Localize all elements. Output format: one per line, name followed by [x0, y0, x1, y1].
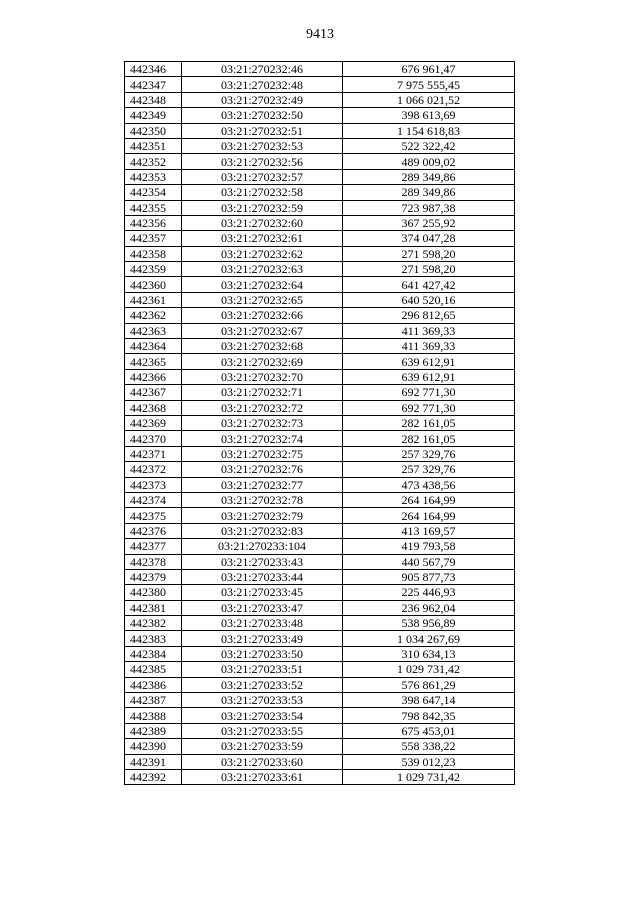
- table-row: [125, 569, 515, 584]
- cadastral-number-cell: 03:21:270232:74: [182, 431, 343, 446]
- row-number-cell: 442351: [125, 138, 182, 153]
- cadastral-number-cell: 03:21:270233:60: [182, 754, 343, 769]
- cadastral-number-cell: 03:21:270232:79: [182, 508, 343, 523]
- cadastral-number-cell: 03:21:270233:48: [182, 616, 343, 631]
- cadastral-number-cell: 03:21:270233:44: [182, 569, 343, 584]
- cadastral-number-cell: 03:21:270233:45: [182, 585, 343, 600]
- row-number-cell: 442362: [125, 308, 182, 323]
- cadastral-value-cell: 413 169,57: [343, 523, 515, 538]
- cadastral-number-cell: 03:21:270232:71: [182, 385, 343, 400]
- row-number-cell: 442356: [125, 215, 182, 230]
- cadastral-number-cell: 03:21:270232:57: [182, 169, 343, 184]
- row-number-cell: 442364: [125, 339, 182, 354]
- cadastral-value-cell: 257 329,76: [343, 462, 515, 477]
- cadastral-value-cell: 411 369,33: [343, 323, 515, 338]
- row-number-cell: 442384: [125, 646, 182, 661]
- cadastral-value-cell: 640 520,16: [343, 292, 515, 307]
- cadastral-value-cell: 1 154 618,83: [343, 123, 515, 138]
- table-row: [125, 400, 515, 415]
- row-number-cell: 442375: [125, 508, 182, 523]
- row-number-cell: 442380: [125, 585, 182, 600]
- cadastral-number-cell: 03:21:270232:51: [182, 123, 343, 138]
- table-row: [125, 769, 515, 784]
- cadastral-value-cell: 538 956,89: [343, 616, 515, 631]
- cadastral-number-cell: 03:21:270232:67: [182, 323, 343, 338]
- row-number-cell: 442357: [125, 231, 182, 246]
- cadastral-value-cell: 723 987,38: [343, 200, 515, 215]
- cadastral-number-cell: 03:21:270232:46: [182, 62, 343, 77]
- table-row: [125, 277, 515, 292]
- table-row: [125, 462, 515, 477]
- row-number-cell: 442353: [125, 169, 182, 184]
- row-number-cell: 442388: [125, 708, 182, 723]
- table-row: [125, 308, 515, 323]
- cadastral-number-cell: 03:21:270232:49: [182, 92, 343, 107]
- cadastral-value-cell: 398 613,69: [343, 108, 515, 123]
- cadastral-number-cell: 03:21:270232:56: [182, 154, 343, 169]
- row-number-cell: 442386: [125, 677, 182, 692]
- row-number-cell: 442349: [125, 108, 182, 123]
- cadastral-value-cell: 576 861,29: [343, 677, 515, 692]
- cadastral-value-cell: 675 453,01: [343, 723, 515, 738]
- cadastral-number-cell: 03:21:270232:73: [182, 415, 343, 430]
- table-row: [125, 169, 515, 184]
- table-row: [125, 662, 515, 677]
- cadastral-value-cell: 641 427,42: [343, 277, 515, 292]
- table-row: [125, 677, 515, 692]
- table-row: [125, 215, 515, 230]
- cadastral-value-cell: 264 164,99: [343, 508, 515, 523]
- row-number-cell: 442374: [125, 492, 182, 507]
- cadastral-number-cell: 03:21:270232:60: [182, 215, 343, 230]
- table-row: [125, 508, 515, 523]
- table-row: [125, 354, 515, 369]
- row-number-cell: 442373: [125, 477, 182, 492]
- cadastral-number-cell: 03:21:270233:50: [182, 646, 343, 661]
- cadastral-value-cell: 236 962,04: [343, 600, 515, 615]
- row-number-cell: 442371: [125, 446, 182, 461]
- cadastral-number-cell: 03:21:270232:50: [182, 108, 343, 123]
- cadastral-number-cell: 03:21:270232:77: [182, 477, 343, 492]
- cadastral-value-cell: 1 029 731,42: [343, 662, 515, 677]
- cadastral-number-cell: 03:21:270232:72: [182, 400, 343, 415]
- row-number-cell: 442355: [125, 200, 182, 215]
- row-number-cell: 442369: [125, 415, 182, 430]
- row-number-cell: 442365: [125, 354, 182, 369]
- table-row: [125, 385, 515, 400]
- row-number-cell: 442372: [125, 462, 182, 477]
- cadastral-value-cell: 374 047,28: [343, 231, 515, 246]
- cadastral-number-cell: 03:21:270232:59: [182, 200, 343, 215]
- table-row: [125, 754, 515, 769]
- table-row: [125, 492, 515, 507]
- cadastral-number-cell: 03:21:270232:70: [182, 369, 343, 384]
- cadastral-value-cell: 225 446,93: [343, 585, 515, 600]
- cadastral-number-cell: 03:21:270232:53: [182, 138, 343, 153]
- cadastral-value-cell: 1 029 731,42: [343, 769, 515, 784]
- table-row: [125, 693, 515, 708]
- row-number-cell: 442387: [125, 693, 182, 708]
- cadastral-value-cell: 473 438,56: [343, 477, 515, 492]
- table-row: [125, 262, 515, 277]
- table-row: [125, 477, 515, 492]
- cadastral-value-cell: 271 598,20: [343, 246, 515, 261]
- cadastral-value-cell: 905 877,73: [343, 569, 515, 584]
- cadastral-number-cell: 03:21:270233:55: [182, 723, 343, 738]
- cadastral-number-cell: 03:21:270233:49: [182, 631, 343, 646]
- row-number-cell: 442379: [125, 569, 182, 584]
- cadastral-value-cell: 489 009,02: [343, 154, 515, 169]
- cadastral-number-cell: 03:21:270232:63: [182, 262, 343, 277]
- table-row: [125, 539, 515, 554]
- cadastral-number-cell: 03:21:270233:43: [182, 554, 343, 569]
- row-number-cell: 442382: [125, 616, 182, 631]
- row-number-cell: 442354: [125, 185, 182, 200]
- row-number-cell: 442359: [125, 262, 182, 277]
- cadastral-value-cell: 1 066 021,52: [343, 92, 515, 107]
- page-number: 9413: [306, 27, 334, 42]
- table-row: [125, 185, 515, 200]
- cadastral-value-cell: 296 812,65: [343, 308, 515, 323]
- cadastral-value-cell: 798 842,35: [343, 708, 515, 723]
- table-row: [125, 154, 515, 169]
- cadastral-value-cell: 522 322,42: [343, 138, 515, 153]
- row-number-cell: 442391: [125, 754, 182, 769]
- cadastral-value-cell: 7 975 555,45: [343, 77, 515, 92]
- cadastral-number-cell: 03:21:270232:69: [182, 354, 343, 369]
- cadastral-number-cell: 03:21:270232:78: [182, 492, 343, 507]
- cadastral-value-cell: 419 793,58: [343, 539, 515, 554]
- cadastral-value-cell: 282 161,05: [343, 415, 515, 430]
- table-row: [125, 600, 515, 615]
- row-number-cell: 442385: [125, 662, 182, 677]
- cadastral-value-table: [124, 61, 515, 785]
- row-number-cell: 442366: [125, 369, 182, 384]
- cadastral-value-cell: 692 771,30: [343, 385, 515, 400]
- cadastral-value-cell: 271 598,20: [343, 262, 515, 277]
- cadastral-value-cell: 264 164,99: [343, 492, 515, 507]
- row-number-cell: 442363: [125, 323, 182, 338]
- cadastral-value-cell: 1 034 267,69: [343, 631, 515, 646]
- table-row: [125, 369, 515, 384]
- row-number-cell: 442367: [125, 385, 182, 400]
- table-row: [125, 616, 515, 631]
- table-row: [125, 292, 515, 307]
- cadastral-number-cell: 03:21:270232:58: [182, 185, 343, 200]
- cadastral-number-cell: 03:21:270232:61: [182, 231, 343, 246]
- cadastral-number-cell: 03:21:270232:48: [182, 77, 343, 92]
- table-row: [125, 446, 515, 461]
- table-row: [125, 631, 515, 646]
- row-number-cell: 442360: [125, 277, 182, 292]
- cadastral-value-cell: 692 771,30: [343, 400, 515, 415]
- cadastral-value-cell: 639 612,91: [343, 354, 515, 369]
- row-number-cell: 442392: [125, 769, 182, 784]
- cadastral-value-cell: 367 255,92: [343, 215, 515, 230]
- cadastral-number-cell: 03:21:270232:68: [182, 339, 343, 354]
- cadastral-number-cell: 03:21:270233:52: [182, 677, 343, 692]
- table-row: [125, 123, 515, 138]
- table-row: [125, 77, 515, 92]
- row-number-cell: 442347: [125, 77, 182, 92]
- table-row: [125, 62, 515, 77]
- table-row: [125, 200, 515, 215]
- cadastral-value-cell: 289 349,86: [343, 185, 515, 200]
- row-number-cell: 442389: [125, 723, 182, 738]
- cadastral-number-cell: 03:21:270233:54: [182, 708, 343, 723]
- table-row: [125, 339, 515, 354]
- row-number-cell: 442370: [125, 431, 182, 446]
- cadastral-number-cell: 03:21:270232:62: [182, 246, 343, 261]
- row-number-cell: 442361: [125, 292, 182, 307]
- cadastral-value-cell: 440 567,79: [343, 554, 515, 569]
- cadastral-number-cell: 03:21:270233:104: [182, 539, 343, 554]
- row-number-cell: 442390: [125, 739, 182, 754]
- table-row: [125, 323, 515, 338]
- table-row: [125, 92, 515, 107]
- table-body: [125, 62, 515, 785]
- table-row: [125, 415, 515, 430]
- row-number-cell: 442350: [125, 123, 182, 138]
- table-row: [125, 723, 515, 738]
- cadastral-number-cell: 03:21:270232:66: [182, 308, 343, 323]
- cadastral-number-cell: 03:21:270233:61: [182, 769, 343, 784]
- row-number-cell: 442346: [125, 62, 182, 77]
- cadastral-number-cell: 03:21:270233:53: [182, 693, 343, 708]
- cadastral-value-cell: 539 012,23: [343, 754, 515, 769]
- cadastral-number-cell: 03:21:270233:47: [182, 600, 343, 615]
- row-number-cell: 442378: [125, 554, 182, 569]
- cadastral-value-cell: 411 369,33: [343, 339, 515, 354]
- cadastral-number-cell: 03:21:270232:76: [182, 462, 343, 477]
- table-row: [125, 431, 515, 446]
- cadastral-number-cell: 03:21:270233:51: [182, 662, 343, 677]
- cadastral-number-cell: 03:21:270232:65: [182, 292, 343, 307]
- cadastral-value-cell: 282 161,05: [343, 431, 515, 446]
- row-number-cell: 442381: [125, 600, 182, 615]
- table-row: [125, 138, 515, 153]
- table-row: [125, 554, 515, 569]
- row-number-cell: 442377: [125, 539, 182, 554]
- row-number-cell: 442368: [125, 400, 182, 415]
- row-number-cell: 442383: [125, 631, 182, 646]
- table-row: [125, 585, 515, 600]
- cadastral-value-cell: 289 349,86: [343, 169, 515, 184]
- cadastral-number-cell: 03:21:270233:59: [182, 739, 343, 754]
- table-row: [125, 708, 515, 723]
- table-row: [125, 523, 515, 538]
- cadastral-value-cell: 558 338,22: [343, 739, 515, 754]
- table-row: [125, 739, 515, 754]
- cadastral-number-cell: 03:21:270232:75: [182, 446, 343, 461]
- row-number-cell: 442348: [125, 92, 182, 107]
- cadastral-value-cell: 676 961,47: [343, 62, 515, 77]
- table-row: [125, 108, 515, 123]
- row-number-cell: 442352: [125, 154, 182, 169]
- cadastral-value-cell: 257 329,76: [343, 446, 515, 461]
- table-row: [125, 231, 515, 246]
- row-number-cell: 442358: [125, 246, 182, 261]
- cadastral-value-cell: 398 647,14: [343, 693, 515, 708]
- cadastral-value-cell: 310 634,13: [343, 646, 515, 661]
- table-row: [125, 646, 515, 661]
- table-row: [125, 246, 515, 261]
- row-number-cell: 442376: [125, 523, 182, 538]
- cadastral-number-cell: 03:21:270232:64: [182, 277, 343, 292]
- cadastral-value-cell: 639 612,91: [343, 369, 515, 384]
- cadastral-number-cell: 03:21:270232:83: [182, 523, 343, 538]
